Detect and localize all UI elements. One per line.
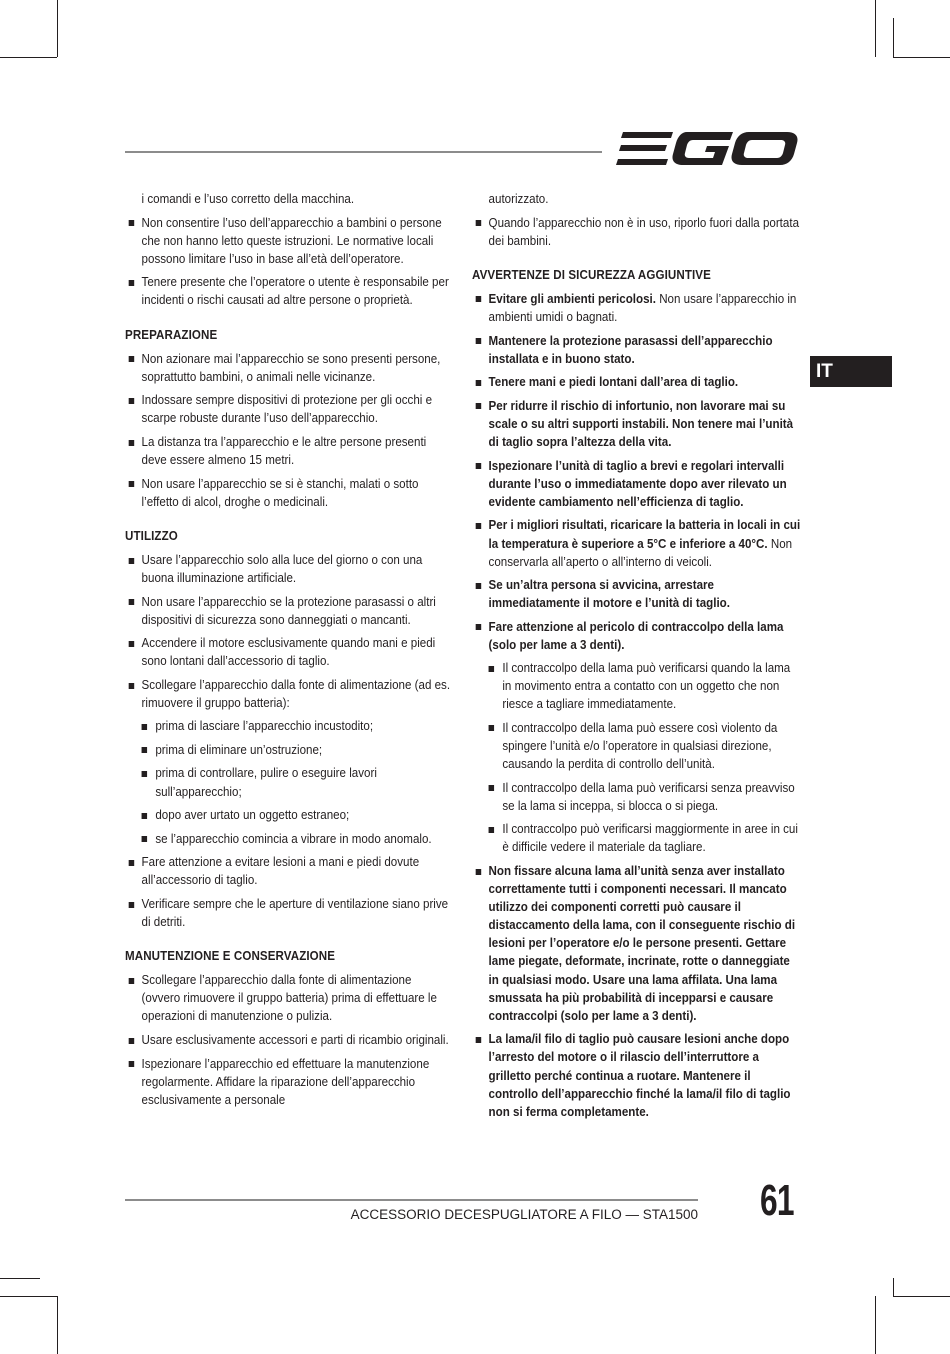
crop-mark [893,1278,894,1296]
crop-mark [875,0,876,57]
crop-mark [0,1296,57,1297]
sub-list-item: prima di lasciare l’apparecchio incustodito; [125,717,452,735]
list-item-text: Scollegare l’apparecchio dalla fonte di alimentazione (ad es. rimuovere il gruppo batteria): [141,678,451,711]
bold-text: Se un’altra persona si avvicina, arrestare immediatamente il motore e l’unità di taglio. [488,578,730,611]
list-item: La distanza tra l’apparecchio e le altre persone presenti deve essere almeno 15 metri. [125,433,452,469]
crop-mark [0,1278,40,1279]
footer-rule [125,1199,698,1201]
preparazione-list [125,350,452,511]
sub-list-item: prima di controllare, pulire o eseguire lavori sull’apparecchio; [125,764,452,800]
bold-text: Non fissare alcuna lama all’unità senza aver installato correttamente tutti i componenti necessari. Il mancato utilizzo dei componenti corretti può causare il distaccamento della lama, con il conseguente rischio di lesioni per l’operatore e/o le persone presenti. Gettare lame piegate, deformate, incrinate, rotte o danneggiate in qualsiasi modo. Usare una lama affilata. Una lama smussata ha più probabilità di incepparsi e causare contraccolpi (solo per lame a 3 denti). [488,864,796,1023]
body-text: Non conservarla all’aperto o all’interno di veicoli. [488,536,793,569]
list-item [472,1030,801,1120]
sub-list-item: Il contraccolpo della lama può verificarsi senza preavviso se la lama si inceppa, si blocca o si piega. [472,779,801,815]
bold-text: Ispezionare l’unità di taglio a brevi e regolari intervalli durante l’uso o immediatamente dopo aver rilevato un evidente cambiamento nell’efficienza di taglio. [488,458,787,509]
left-column [125,190,452,1114]
ego-logo [615,128,799,177]
bold-text: Fare attenzione al pericolo di contraccolpo della lama (solo per lame a 3 denti). [488,619,784,652]
list-item [472,290,801,326]
list-item [472,576,801,612]
language-tab: IT [810,356,892,387]
list-item [125,676,452,848]
crop-mark [875,1296,876,1354]
body-text: Non usare l’apparecchio in ambienti umidi o bagnati. [488,291,797,324]
crop-mark [893,18,894,58]
crop-mark [893,1296,950,1297]
avvertenze-list [472,290,801,1121]
crop-mark [893,57,950,58]
section-heading-preparazione: PREPARAZIONE [125,327,218,342]
header-rule [125,151,602,153]
list-item [472,618,801,857]
list-item: Non azionare mai l’apparecchio se sono presenti persone, soprattutto bambini, o animali nelle vicinanze. [125,350,452,386]
bold-text: Per ridurre il rischio di infortunio, non lavorare mai su scale o su altri supporti instabili. Non tenere mai l’unità di taglio sopra l’altezza della vita. [488,398,794,450]
list-item: Scollegare l’apparecchio dalla fonte di alimentazione (ovvero rimuovere il gruppo batteria) prima di effettuare le operazioni di manutenzione o pulizia. [125,971,452,1025]
list-item [472,397,801,451]
bold-text: La lama/il filo di taglio può causare lesioni anche dopo l’arresto del motore o il rilascio dell’interruttore a grilletto perché continua a ruotare. Mantenere il controllo dell’apparecchio finché la lama/il filo di taglio non si ferma completamente. [488,1032,791,1119]
sub-list-item: Il contraccolpo della lama può essere così violento da spingere l’unità e/o l’operatore in qualsiasi direzione, causando la perdita di controllo dell’unità. [472,719,801,773]
footer-title: ACCESSORIO DECESPUGLIATORE A FILO — STA1500 [350,1207,698,1222]
list-item [472,457,801,511]
continuation-text: i comandi e l’uso corretto della macchina. [141,192,355,206]
sub-list-item: Il contraccolpo della lama può verificarsi quando la lama in movimento entra a contatto con un oggetto che non riesce a tagliare immediatamente. [472,659,801,713]
sub-list-item: dopo aver urtato un oggetto estraneo; [125,806,452,824]
right-column [472,190,801,1126]
bold-text: Mantenere la protezione parasassi dell’apparecchio installata e in buono stato. [488,333,773,366]
crop-mark [57,0,58,57]
list-item: Ispezionare l’apparecchio ed effettuare la manutenzione regolarmente. Affidare la riparazione dell’apparecchio esclusivamente a personale [125,1055,452,1109]
sub-list [472,659,801,856]
manutenzione-list [125,971,452,1109]
list-item [472,332,801,368]
keep-list [472,214,801,250]
list-item: Quando l’apparecchio non è in uso, riporlo fuori dalla portata dei bambini. [472,214,801,250]
list-item: Usare esclusivamente accessori e parti di ricambio originali. [125,1031,452,1049]
list-item: Non usare l’apparecchio se la protezione parasassi o altri dispositivi di sicurezza sono danneggiati o mancanti. [125,593,452,629]
continuation-text: autorizzato. [488,192,549,206]
list-item: Tenere presente che l’operatore o utente è responsabile per incidenti o rischi causati ad altre persone o proprietà. [125,273,452,309]
list-item: Indossare sempre dispositivi di protezione per gli occhi e scarpe robuste durante l’uso dell’apparecchio. [125,391,452,427]
section-heading-manutenzione: MANUTENZIONE E CONSERVAZIONE [125,949,336,964]
crop-mark [0,57,57,58]
list-item: Usare l’apparecchio solo alla luce del giorno o con una buona illuminazione artificiale. [125,551,452,587]
intro-list [125,214,452,310]
list-item: Non usare l’apparecchio se si è stanchi, malati o sotto l’effetto di alcol, droghe o medicinali. [125,475,452,511]
page-number: 61 [760,1176,794,1225]
crop-mark [57,1296,58,1354]
sub-list [125,717,452,848]
list-item: Fare attenzione a evitare lesioni a mani e piedi dovute all’accessorio di taglio. [125,853,452,889]
bold-text: Tenere mani e piedi lontani dall’area di taglio. [488,375,739,390]
list-item [472,862,801,1025]
sub-list-item: Il contraccolpo può verificarsi maggiormente in aree in cui è difficile vedere il materiale da tagliare. [472,820,801,856]
list-item [472,516,801,570]
bold-text: Evitare gli ambienti pericolosi. [488,291,656,306]
section-heading-utilizzo: UTILIZZO [125,528,178,543]
section-heading-avvertenze: AVVERTENZE DI SICUREZZA AGGIUNTIVE [472,267,711,282]
list-item: Non consentire l’uso dell’apparecchio a bambini o persone che non hanno letto queste istruzioni. Le normative locali possono limitare l’uso in base all’età dell’operatore. [125,214,452,268]
list-item: Accendere il motore esclusivamente quando mani e piedi sono lontani dall’accessorio di taglio. [125,634,452,670]
list-item: Verificare sempre che le aperture di ventilazione siano prive di detriti. [125,895,452,931]
sub-list-item: prima di eliminare un’ostruzione; [125,741,452,759]
sub-list-item: se l’apparecchio comincia a vibrare in modo anomalo. [125,830,452,848]
bold-text: Per i migliori risultati, ricaricare la batteria in locali in cui la temperatura è superiore a 5°C e inferiore a 40°C. [488,518,801,551]
list-item [472,373,801,391]
utilizzo-list [125,551,452,931]
